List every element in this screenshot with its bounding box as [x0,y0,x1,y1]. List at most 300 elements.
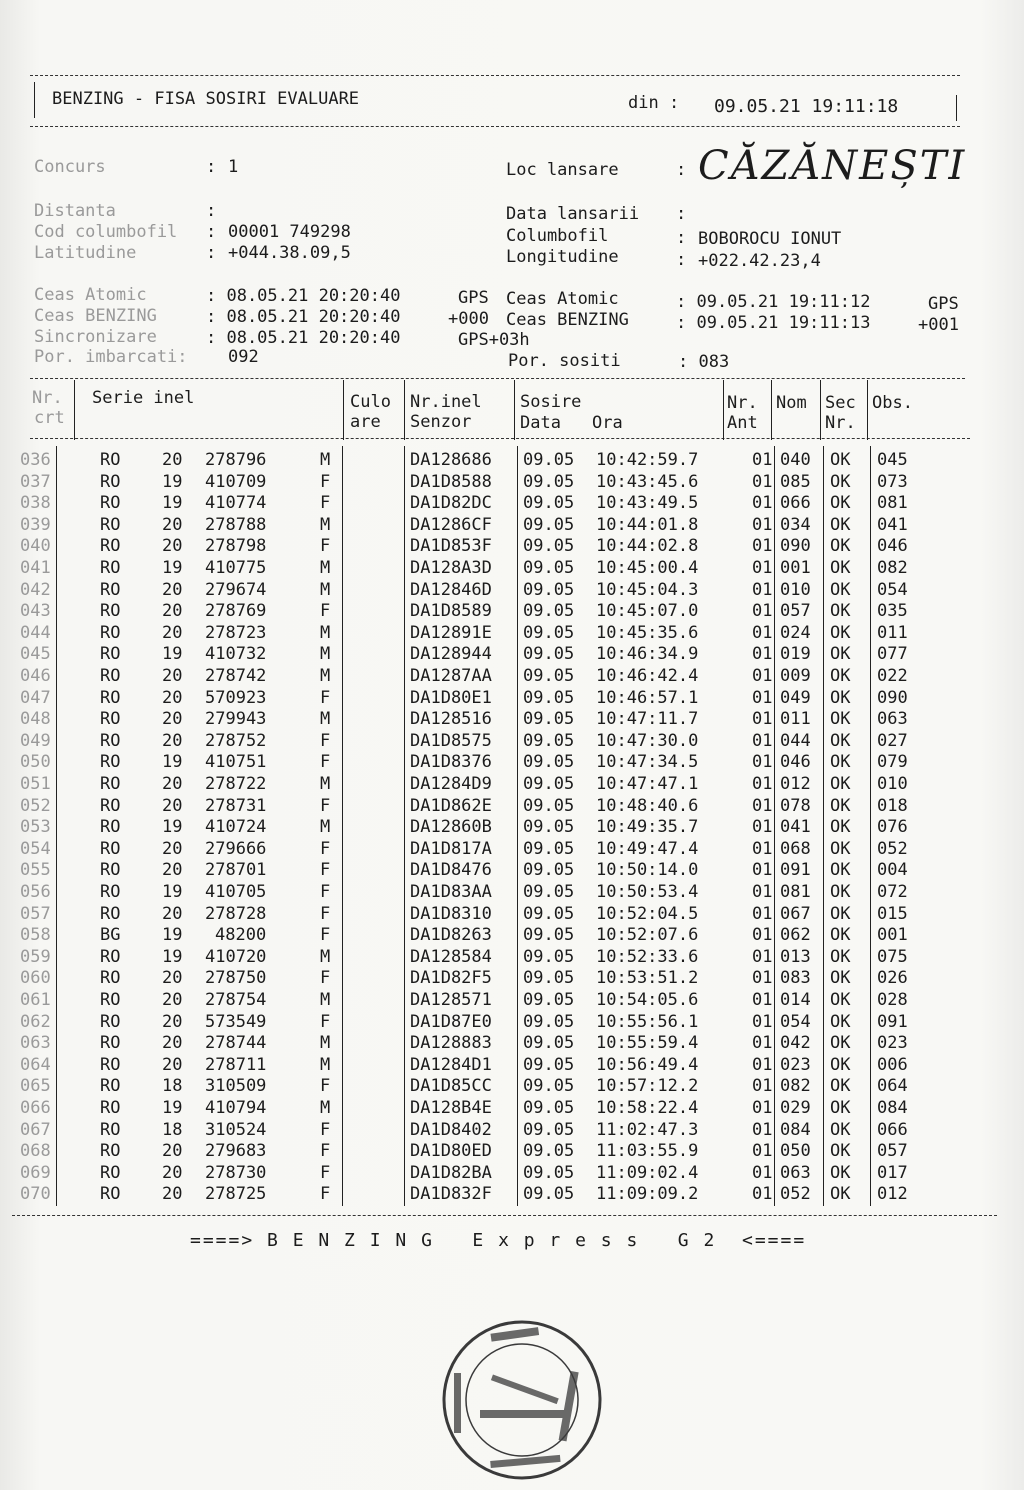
cell-year: 20 [162,1184,183,1205]
field-columbofil-value: BOBOROCU IONUT [698,229,842,249]
cell-country: RO [100,860,121,881]
cell-crt: 046 [20,666,51,686]
cell-nom: 078 [780,795,811,816]
cell-sensor: DA1D80E1 [410,687,492,708]
cell-nom: 057 [780,601,811,622]
handwritten-launch-place: CĂZĂNEȘTI [698,143,967,189]
table-row [0,925,1024,947]
cell-date: 09.05 [523,536,575,557]
cell-year: 18 [162,1119,183,1140]
cell-date: 09.05 [523,882,575,902]
cell-nom: 052 [780,1184,811,1205]
cell-sec: OK [830,1011,851,1032]
cell-crt: 043 [20,601,51,622]
cell-sensor: DA1D862E [410,795,492,816]
cell-time: 10:44:02.8 [596,536,699,557]
cell-time: 10:49:47.4 [596,838,699,859]
cell-sec: OK [830,450,851,470]
cell-date: 09.05 [523,579,575,600]
cell-sec: OK [830,622,851,643]
cell-year: 20 [162,903,183,924]
cell-sex: F [320,601,331,622]
cell-sex: F [320,1119,331,1140]
cell-time: 11:09:09.2 [596,1184,699,1205]
table-row [0,774,1024,796]
cell-sex: M [320,1054,331,1075]
clock-benzing-suffix: +000 [448,309,489,329]
col-sep [771,380,772,440]
cell-year: 20 [162,687,183,708]
cell-country: RO [100,1184,121,1205]
cell-date: 09.05 [523,1141,575,1162]
cell-date: 09.05 [523,968,575,989]
cell-time: 10:46:42.4 [596,666,699,686]
cell-ant: 01 [752,838,773,859]
cell-crt: 061 [20,990,51,1010]
cell-ring: 278796 [205,450,267,470]
cell-ant: 01 [752,622,773,643]
cell-country: RO [100,882,121,902]
table-row [0,472,1024,494]
cell-sex: F [320,903,331,924]
table-row [0,1033,1024,1055]
cell-time: 10:48:40.6 [596,795,699,816]
cell-ring: 279943 [205,709,267,730]
cell-year: 19 [162,644,183,665]
cell-time: 10:47:47.1 [596,774,699,794]
cell-sex: F [320,838,331,859]
cell-sensor: DA1D82BA [410,1162,492,1183]
table-row [0,1141,1024,1163]
cell-sensor: DA12860B [410,817,492,838]
cell-obs: 041 [877,514,908,535]
cell-sensor: DA1284D9 [410,774,492,794]
cell-country: RO [100,774,121,794]
table-row [0,1184,1024,1206]
field-sep: : [676,204,687,224]
cell-ant: 01 [752,450,773,470]
cell-year: 20 [162,1162,183,1183]
cell-obs: 076 [877,817,908,838]
cell-nom: 011 [780,709,811,730]
cell-sec: OK [830,1141,851,1162]
cell-nom: 041 [780,817,811,838]
cell-ring: 278730 [205,1162,267,1183]
cell-sec: OK [830,838,851,859]
cell-ring: 278711 [205,1054,267,1075]
cell-time: 11:03:55.9 [596,1141,699,1162]
cell-country: RO [100,752,121,773]
cell-time: 10:42:59.7 [596,450,699,470]
table-row [0,601,1024,623]
cell-obs: 072 [877,882,908,902]
cell-crt: 052 [20,795,51,816]
cell-obs: 054 [877,579,908,600]
cell-crt: 063 [20,1033,51,1054]
cell-date: 09.05 [523,860,575,881]
cell-sec: OK [830,644,851,665]
cell-time: 10:52:04.5 [596,903,699,924]
cell-sensor: DA128571 [410,990,492,1010]
table-row [0,947,1024,969]
cell-date: 09.05 [523,795,575,816]
cell-nom: 049 [780,687,811,708]
table-row [0,536,1024,558]
cell-country: RO [100,1033,121,1054]
cell-time: 10:52:33.6 [596,946,699,967]
cell-crt: 062 [20,1011,51,1032]
col-sep [343,380,344,440]
cell-time: 10:55:56.1 [596,1011,699,1032]
cell-sec: OK [830,666,851,686]
table-row [0,1076,1024,1098]
title-bottom-border [30,126,960,127]
cell-year: 19 [162,493,183,514]
clock-atomic-right-suffix: GPS [928,294,959,314]
cell-year: 20 [162,536,183,557]
cell-crt: 054 [20,838,51,859]
cell-sec: OK [830,925,851,946]
cell-date: 09.05 [523,687,575,708]
field-columbofil-label: Columbofil [506,226,609,246]
cell-sec: OK [830,1119,851,1140]
cell-ring: 410724 [205,817,267,838]
cell-time: 10:57:12.2 [596,1076,699,1097]
cell-ant: 01 [752,666,773,686]
cell-sex: M [320,990,331,1010]
cell-country: RO [100,1141,121,1162]
cell-country: RO [100,946,121,967]
cell-ant: 01 [752,471,773,492]
clock-benzing-right-suffix: +001 [918,315,959,335]
cell-country: RO [100,687,121,708]
cell-sensor: DA1D8476 [410,860,492,881]
cell-time: 10:53:51.2 [596,968,699,989]
cell-sec: OK [830,536,851,557]
cell-nom: 013 [780,946,811,967]
cell-ring: 279674 [205,579,267,600]
cell-obs: 063 [877,709,908,730]
cell-crt: 041 [20,558,51,578]
cell-sensor: DA1D87E0 [410,1011,492,1032]
cell-ring: 278754 [205,990,267,1010]
cell-country: RO [100,579,121,600]
cell-sec: OK [830,946,851,967]
cell-nom: 090 [780,536,811,557]
field-sep: : [676,228,687,248]
cell-ring: 278731 [205,795,267,816]
cell-obs: 023 [877,1033,908,1054]
cell-nom: 044 [780,730,811,751]
cell-sec: OK [830,817,851,838]
cell-ring: 410720 [205,946,267,967]
cell-sex: F [320,1141,331,1162]
cell-sensor: DA1D8575 [410,730,492,751]
cell-sensor: DA1D8589 [410,601,492,622]
cell-sex: F [320,860,331,881]
cell-obs: 084 [877,1098,908,1118]
cell-year: 20 [162,666,183,686]
cell-year: 19 [162,925,183,946]
table-row [0,666,1024,688]
table-row [0,450,1024,472]
cell-obs: 073 [877,471,908,492]
cell-time: 10:45:04.3 [596,579,699,600]
cell-country: RO [100,1011,121,1032]
cell-sex: F [320,925,331,946]
cell-nom: 034 [780,514,811,535]
cell-sex: F [320,968,331,989]
cell-sensor: DA1D82F5 [410,968,492,989]
cell-ring: 310509 [205,1076,267,1097]
title-left-border [34,82,35,118]
cell-crt: 068 [20,1141,51,1162]
cell-date: 09.05 [523,1011,575,1032]
cell-year: 20 [162,730,183,751]
cell-year: 19 [162,558,183,578]
cell-country: RO [100,1054,121,1075]
cell-sensor: DA1D85CC [410,1076,492,1097]
col-senzor: Senzor [410,412,472,432]
cell-ring: 278742 [205,666,267,686]
cell-nom: 082 [780,1076,811,1097]
cell-time: 10:43:45.6 [596,471,699,492]
cell-date: 09.05 [523,514,575,535]
field-loc-label: Loc lansare [506,160,619,180]
table-row [0,882,1024,904]
cell-ant: 01 [752,1054,773,1075]
cell-date: 09.05 [523,644,575,665]
cell-obs: 066 [877,1119,908,1140]
cell-crt: 047 [20,687,51,708]
cell-crt: 058 [20,925,51,946]
cell-crt: 059 [20,946,51,967]
cell-obs: 091 [877,1011,908,1032]
cell-date: 09.05 [523,622,575,643]
col-crt: crt [34,408,65,428]
table-row [0,1120,1024,1142]
cell-time: 10:47:34.5 [596,752,699,773]
cell-ant: 01 [752,860,773,881]
cell-nom: 012 [780,774,811,794]
cell-sec: OK [830,493,851,514]
cell-time: 10:45:00.4 [596,558,699,578]
cell-country: RO [100,622,121,643]
cell-sec: OK [830,1184,851,1205]
cell-sex: F [320,536,331,557]
cell-date: 09.05 [523,1162,575,1183]
cell-sec: OK [830,558,851,578]
cell-country: RO [100,536,121,557]
cell-sex: F [320,730,331,751]
cell-date: 09.05 [523,1184,575,1205]
cell-ring: 48200 [215,925,267,946]
clock-atomic-right-value: : 09.05.21 19:11:12 [676,292,871,312]
table-row [0,968,1024,990]
cell-time: 10:50:53.4 [596,882,699,902]
cell-year: 20 [162,514,183,535]
cell-obs: 018 [877,795,908,816]
field-sep: : [676,160,687,180]
cell-ring: 278750 [205,968,267,989]
table-row [0,1098,1024,1120]
cell-nom: 042 [780,1033,811,1054]
cell-sensor: DA1D8402 [410,1119,492,1140]
col-sep [820,380,821,440]
cell-time: 10:52:07.6 [596,925,699,946]
col-nr-ant-1: Nr. [727,393,758,413]
cell-ant: 01 [752,990,773,1010]
cell-ant: 01 [752,946,773,967]
cell-obs: 010 [877,774,908,794]
cell-country: RO [100,817,121,838]
cell-country: RO [100,644,121,665]
cell-sex: F [320,1011,331,1032]
cell-crt: 067 [20,1119,51,1140]
cell-ant: 01 [752,1098,773,1118]
cell-sec: OK [830,990,851,1010]
field-cod-value: 00001 749298 [228,222,351,242]
cell-nom: 009 [780,666,811,686]
cell-ant: 01 [752,817,773,838]
table-row [0,752,1024,774]
cell-ant: 01 [752,730,773,751]
cell-obs: 006 [877,1054,908,1075]
cell-country: RO [100,601,121,622]
cell-crt: 036 [20,450,51,470]
cell-sex: M [320,450,331,470]
table-row [0,990,1024,1012]
cell-sex: F [320,1076,331,1097]
cell-sex: F [320,1184,331,1205]
cell-sec: OK [830,514,851,535]
cell-year: 18 [162,1076,183,1097]
cell-nom: 040 [780,450,811,470]
cell-sensor: DA1D83AA [410,882,492,902]
cell-sensor: DA1284D1 [410,1054,492,1075]
cell-time: 10:49:35.7 [596,817,699,838]
cell-crt: 049 [20,730,51,751]
cell-ring: 410775 [205,558,267,578]
cell-ring: 410774 [205,493,267,514]
cell-ring: 278798 [205,536,267,557]
cell-country: RO [100,838,121,859]
cell-sec: OK [830,860,851,881]
cell-sec: OK [830,774,851,794]
cell-ant: 01 [752,709,773,730]
cell-sec: OK [830,882,851,902]
cell-year: 20 [162,601,183,622]
cell-sensor: DA1286CF [410,514,492,535]
cell-obs: 079 [877,752,908,773]
table-row [0,839,1024,861]
cell-sensor: DA1D82DC [410,493,492,514]
cell-sex: M [320,666,331,686]
clock-atomic-label: Ceas Atomic [34,285,147,305]
cell-ring: 278723 [205,622,267,643]
field-sep: : [676,250,687,270]
field-sep: : [206,201,217,221]
cell-date: 09.05 [523,601,575,622]
cell-year: 20 [162,968,183,989]
cell-nom: 023 [780,1054,811,1075]
cell-nom: 019 [780,644,811,665]
cell-sex: F [320,493,331,514]
cell-ant: 01 [752,1141,773,1162]
cell-nom: 091 [780,860,811,881]
title-top-border [30,75,960,76]
cell-sensor: DA1D8310 [410,903,492,924]
field-latitudine-value: +044.38.09,5 [228,243,351,263]
cell-year: 19 [162,471,183,492]
cell-nom: 085 [780,471,811,492]
col-sec-1: Sec [825,393,856,413]
cell-obs: 027 [877,730,908,751]
cell-year: 19 [162,1098,183,1118]
cell-ring: 410732 [205,644,267,665]
cell-crt: 065 [20,1076,51,1097]
cell-obs: 090 [877,687,908,708]
cell-ring: 278722 [205,774,267,794]
cell-sex: M [320,774,331,794]
cell-country: RO [100,1076,121,1097]
embarked-label: Por. imbarcati: [34,347,188,367]
cell-date: 09.05 [523,450,575,470]
cell-nom: 062 [780,925,811,946]
cell-nom: 010 [780,579,811,600]
cell-time: 10:45:35.6 [596,622,699,643]
date-label: din : [628,93,680,113]
cell-sec: OK [830,471,851,492]
report-date: 09.05.21 19:11:18 [714,96,899,117]
cell-date: 09.05 [523,903,575,924]
clock-atomic-value: : 08.05.21 20:20:40 [206,286,401,306]
cell-ring: 278752 [205,730,267,751]
cell-obs: 045 [877,450,908,470]
cell-date: 09.05 [523,817,575,838]
cell-crt: 038 [20,493,51,514]
cell-nom: 014 [780,990,811,1010]
cell-ant: 01 [752,925,773,946]
cell-year: 20 [162,774,183,794]
cell-obs: 077 [877,644,908,665]
cell-sensor: DA128686 [410,450,492,470]
col-sep [514,380,515,440]
cell-ring: 278788 [205,514,267,535]
cell-crt: 060 [20,968,51,989]
cell-nom: 054 [780,1011,811,1032]
cell-ant: 01 [752,558,773,578]
cell-date: 09.05 [523,471,575,492]
cell-nom: 029 [780,1098,811,1118]
cell-nom: 068 [780,838,811,859]
cell-crt: 044 [20,622,51,643]
cell-year: 20 [162,860,183,881]
cell-nom: 001 [780,558,811,578]
clock-atomic-right-label: Ceas Atomic [506,289,619,309]
cell-crt: 055 [20,860,51,881]
cell-date: 09.05 [523,946,575,967]
cell-sex: F [320,795,331,816]
cell-date: 09.05 [523,752,575,773]
cell-ring: 278744 [205,1033,267,1054]
cell-crt: 051 [20,774,51,794]
cell-obs: 082 [877,558,908,578]
table-row [0,1163,1024,1185]
clock-benzing-right-value: : 09.05.21 19:11:13 [676,313,871,333]
col-serie-inel: Serie inel [92,388,195,408]
cell-obs: 052 [877,838,908,859]
